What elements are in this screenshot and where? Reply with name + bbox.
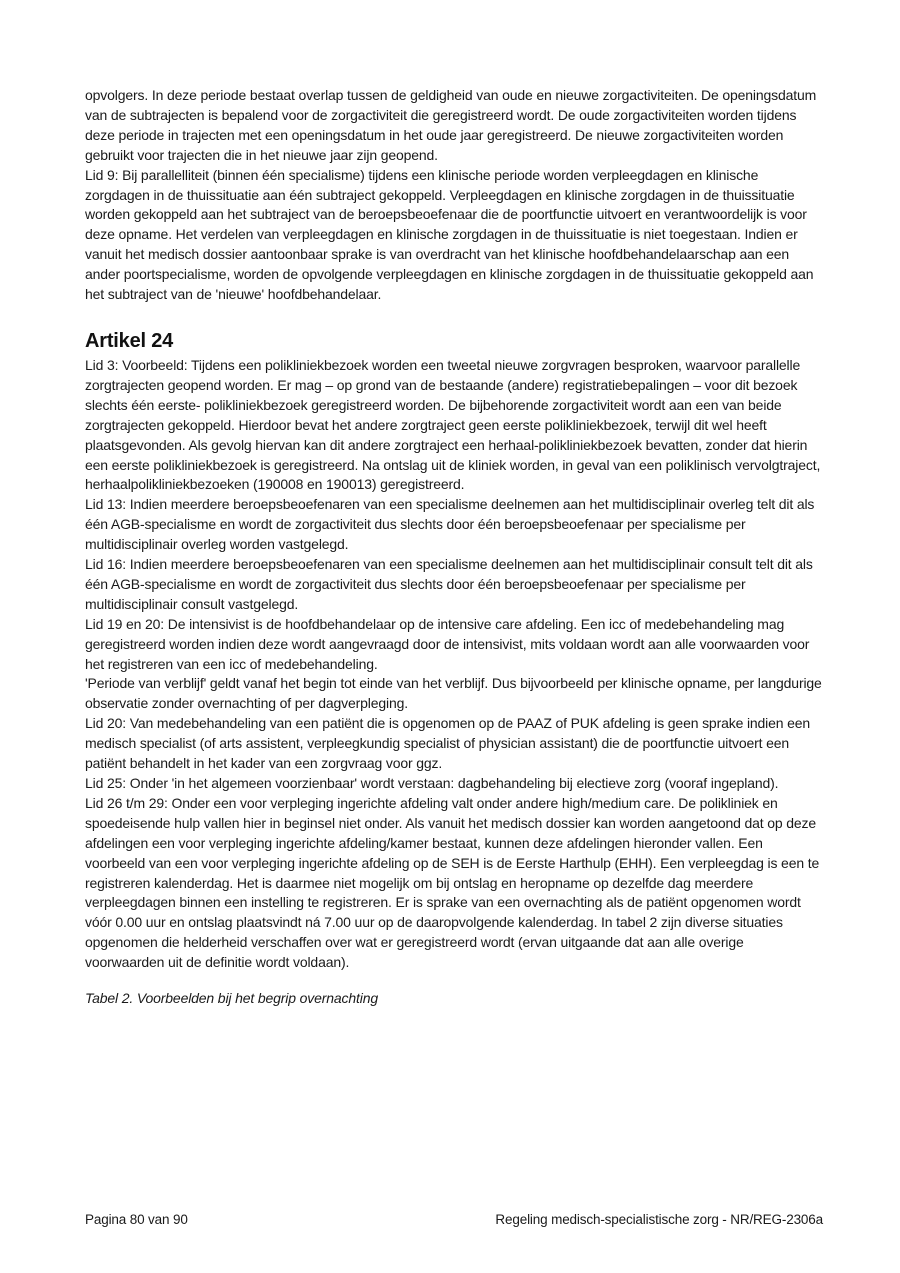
paragraph-lid-26-tm-29: Lid 26 t/m 29: Onder een voor verpleging ingerichte afdeling valt onder andere high/medium care. De polikliniek en spoedeisende hulp vallen hier in beginsel niet onder. Als vanuit het medisch dossier kan worden aangetoond dat op deze afdelingen een voor verpleging ingerichte afdeling/kamer bestaat, kunnen deze afdelingen hieronder vallen. Een voorbeeld van een voor verpleging ingerichte afdeling op de SEH is de Eerste Harthulp (EHH). Een verpleegdag is een te registreren kalenderdag. Het is daarmee niet mogelijk om bij ontslag en heropname op dezelfde dag meerdere verpleegdagen binnen een instelling te registreren. Er is sprake van een overnachting als de patiënt opgenomen wordt vóór 0.00 uur en ontslag plaatsvindt ná 7.00 uur op de daaropvolgende kalenderdag. In tabel 2 zijn diverse situaties opgenomen die helderheid verschaffen over wat er geregistreerd wordt (ervan uitgaande dat aan alle overige voorwaarden uit de definitie wordt voldaan). xyxy=(85,794,820,971)
footer-document-title: Regeling medisch-specialistische zorg - NR/REG-2306a xyxy=(495,1212,823,1227)
paragraph-lid-9: Lid 9: Bij parallelliteit (binnen één specialisme) tijdens een klinische periode worden verpleegdagen en klinische zorgdagen in de thuissituatie aan één subtraject gekoppeld. Verpleegdagen en klinische zorgdagen in de thuissituatie worden gekoppeld aan het subtraject van de beroepsbeoefenaar die de poortfunctie uitvoert en verantwoordelijk is voor deze opname. Het verdelen van verpleegdagen en klinische zorgdagen in de thuissituatie is niet toegestaan. Indien er vanuit het medisch dossier aantoonbaar sprake is van overdracht van het klinische hoofdbehandelaarschap aan een ander poortspecialisme, worden de opvolgende verpleegdagen en klinische zorgdagen in de thuissituatie gekoppeld aan het subtraject van de 'nieuwe' hoofdbehandelaar. xyxy=(85,166,814,303)
paragraph-lid-3: Lid 3: Voorbeeld: Tijdens een polikliniekbezoek worden een tweetal nieuwe zorgvragen besproken, waarvoor parallelle zorgtrajecten geopend worden. Er mag – op grond van de bestaande (andere) registratiebepalingen – voor dit bezoek slechts één eerste- polikliniekbezoek geregistreerd worden. De bijbehorende zorgactiviteit wordt aan een van beide zorgtrajecten gekoppeld. Hierdoor bevat het andere zorgtraject geen eerste polikliniekbezoek, terwijl dit wel heeft plaatsgevonden. Als gevolg hiervan kan dit andere zorgtraject een herhaal-polikliniekbezoek bevatten, zonder dat hierin een eerste polikliniekbezoek is geregistreerd. Na ontslag uit de kliniek worden, in geval van een poliklinisch vervolgtraject, herhaalpolikliniekbezoeken (190008 en 190013) geregistreerd. xyxy=(85,356,821,493)
paragraph-lid-20: Lid 20: Van medebehandeling van een patiënt die is opgenomen op de PAAZ of PUK afdeling is geen sprake indien een medisch specialist (of arts assistent, verpleegkundig specialist of physician assistant) die de poortfunctie uitvoert een patiënt behandelt in het kader van een zorgvraag voor ggz. xyxy=(85,715,811,772)
paragraph-lid-16: Lid 16: Indien meerdere beroepsbeoefenaren van een specialisme deelnemen aan het multidisciplinair consult telt dit als één AGB-specialisme en wordt de zorgactiviteit dus slechts door één beroepsbeoefenaar per specialisme per multidisciplinair consult vastgelegd. xyxy=(85,556,813,612)
footer-page-number: Pagina 80 van 90 xyxy=(85,1212,188,1227)
paragraph-lid-19-20: Lid 19 en 20: De intensivist is de hoofdbehandelaar op de intensive care afdeling. Een icc of medebehandeling mag geregistreerd worden indien deze wordt aangevraagd door de intensivist, mits voldaan wordt aan alle voorwaarden voor het registreren van een icc of medebehandeling. xyxy=(85,615,810,672)
paragraph-periode-van-verblijf: 'Periode van verblijf' geldt vanaf het begin tot einde van het verblijf. Dus bijvoorbeeld per klinische opname, per langdurige observatie zonder overnachting of per dagverpleging. xyxy=(85,675,822,712)
paragraph-continuation: opvolgers. In deze periode bestaat overlap tussen de geldigheid van oude en nieuwe zorgactiviteiten. De openingsdatum van de subtrajecten is bepalend voor de zorgactiviteit die geregistreerd wordt. De oude zorgactiviteiten worden tijdens deze periode in trajecten met een openingsdatum in het oude jaar geregistreerd. De nieuwe zorgactiviteiten worden gebruikt voor trajecten die in het nieuwe jaar zijn geopend. xyxy=(85,87,817,163)
article-heading: Artikel 24 xyxy=(85,329,174,352)
table-caption: Tabel 2. Voorbeelden bij het begrip overnachting xyxy=(85,990,378,1007)
paragraph-lid-25: Lid 25: Onder 'in het algemeen voorzienbaar' wordt verstaan: dagbehandeling bij electieve zorg (vooraf ingepland). xyxy=(85,775,779,791)
page-body xyxy=(85,86,823,1009)
paragraph-lid-13: Lid 13: Indien meerdere beroepsbeoefenaren van een specialisme deelnemen aan het multidisciplinair overleg telt dit als één AGB-specialisme en wordt de zorgactiviteit dus slechts door één beroepsbeoefenaar per specialisme per multidisciplinair overleg worden vastgelegd. xyxy=(85,496,815,553)
page-footer xyxy=(85,1212,823,1227)
